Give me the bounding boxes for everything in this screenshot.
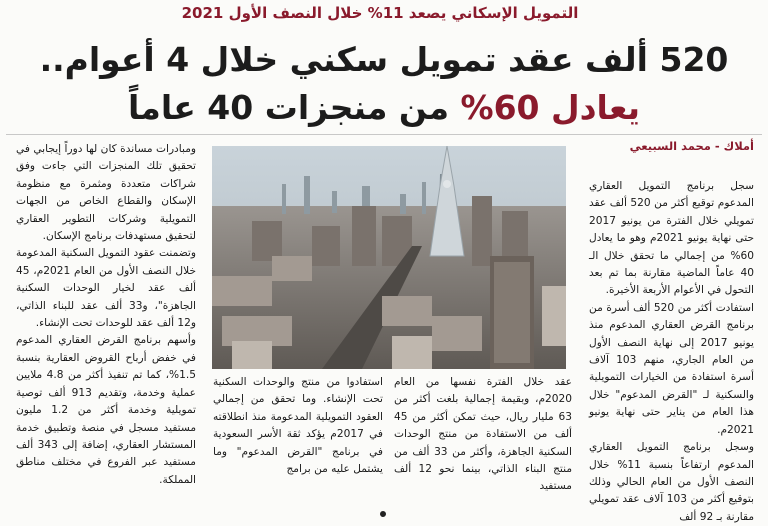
column-left: [16, 141, 196, 489]
column-right: [589, 178, 754, 526]
headline-line-1: 520 ألف عقد تمويل سكني خلال 4 أعوام..: [39, 40, 729, 79]
riyadh-skyline-image: [212, 146, 566, 369]
column-middle-right: [394, 374, 572, 496]
paragraph: ومبادرات مساندة كان لها دوراً إيجابي في تحقيق تلك المنجزات التي جاءت وفق شراكات متعددة ومثمرة مع منظومة الإسكان والقطاع الخاص من الجهات التمويلية وشركات التطوير العقاري لتحقيق مستهدفات برنامج الإسكان.: [16, 143, 196, 243]
column-middle-left: [213, 374, 383, 478]
article-photo: [212, 146, 566, 369]
paragraph: عقد خلال الفترة نفسها من العام 2020م، وبقيمة إجمالية بلغت أكثر من 63 مليار ريال، حيث تمكن أكثر من 45 ألف من الاستفادة من منتج الوحدات السكنية الجاهزة، وأكثر من 33 ألف من منتج البناء الذاتي، بينما نحو 12 ألف مستفيد: [394, 376, 572, 493]
page-dot: [380, 511, 386, 517]
headline-line-2: [0, 88, 768, 127]
byline: أملاك - محمد السبيعي: [629, 139, 754, 153]
header-divider: [6, 134, 762, 135]
paragraph: وتضمنت عقود التمويل السكنية المدعومة خلال النصف الأول من العام 2021م، 45 ألف عقد لخيار الوحدات السكنية الجاهزة"، و33 ألف عقد للبناء الذاتي، و12 ألف عقد للوحدات تحت الإنشاء.: [16, 247, 197, 330]
paragraph: استفادوا من منتج والوحدات السكنية تحت الإنشاء. وما تحقق من إجمالي العقود التمويلية المدعومة منذ انطلاقته في 2017م يؤكد ثقة الأسر السعودية في برنامج "القرض المدعوم" وما يشتمل عليه من برامج: [213, 376, 383, 476]
paragraph: سجل برنامج التمويل العقاري المدعوم توقيع أكثر من 520 ألف عقد تمويلي خلال الفترة من يونيو 2017 حتى نهاية يونيو 2021م وهو ما يعادل 60% من إجمالي ما تحقق خلال الـ 40 عاماً الماضية مقارنة بما تم بعد التحول في الأعوام الأربعة الأخيرة.: [589, 180, 754, 297]
article-kicker: التمويل الإسكاني يصعد 11% خلال النصف الأول 2021: [181, 4, 579, 22]
paragraph: استفادت أكثر من 520 ألف أسرة من برنامج القرض العقاري المدعوم منذ يونيو 2017 إلى نهاية النصف الأول من العام الجاري، منهم 103 آلاف أسرة استفادة من الخيارات التمويلية والسكنية لـ "القرض المدعوم" خلال هذا العام من يناير حتى نهاية يونيو 2021م.: [589, 301, 754, 436]
paragraph: وأسهم برنامج القرض العقاري المدعوم في خفض أرباح القروض العقارية بنسبة 1.5%، كما تم تنفيذ أكثر من 4.8 ملايين عملية وخدمة، وتقديم 913 ألف توصية تمويلية وخدمة أكثر من 1.2 مليون مستفيد مسجل في منصة وتطبيق خدمة المستشار العقاري، إضافة إلى 343 ألف مستفيد عبر الفروع في مختلف مناطق المملكة.: [16, 334, 197, 486]
paragraph: وسجل برنامج التمويل العقاري المدعوم ارتفاعاً بنسبة 11% خلال النصف الأول من العام الحالي وذلك بتوقيع أكثر من 103 آلاف عقد تمويلي مقارنة بـ 92 ألف: [589, 441, 754, 523]
headline-line-2-rest: من منجزات 40 عاماً: [128, 88, 461, 127]
headline-highlight: يعادل 60%: [460, 88, 640, 127]
